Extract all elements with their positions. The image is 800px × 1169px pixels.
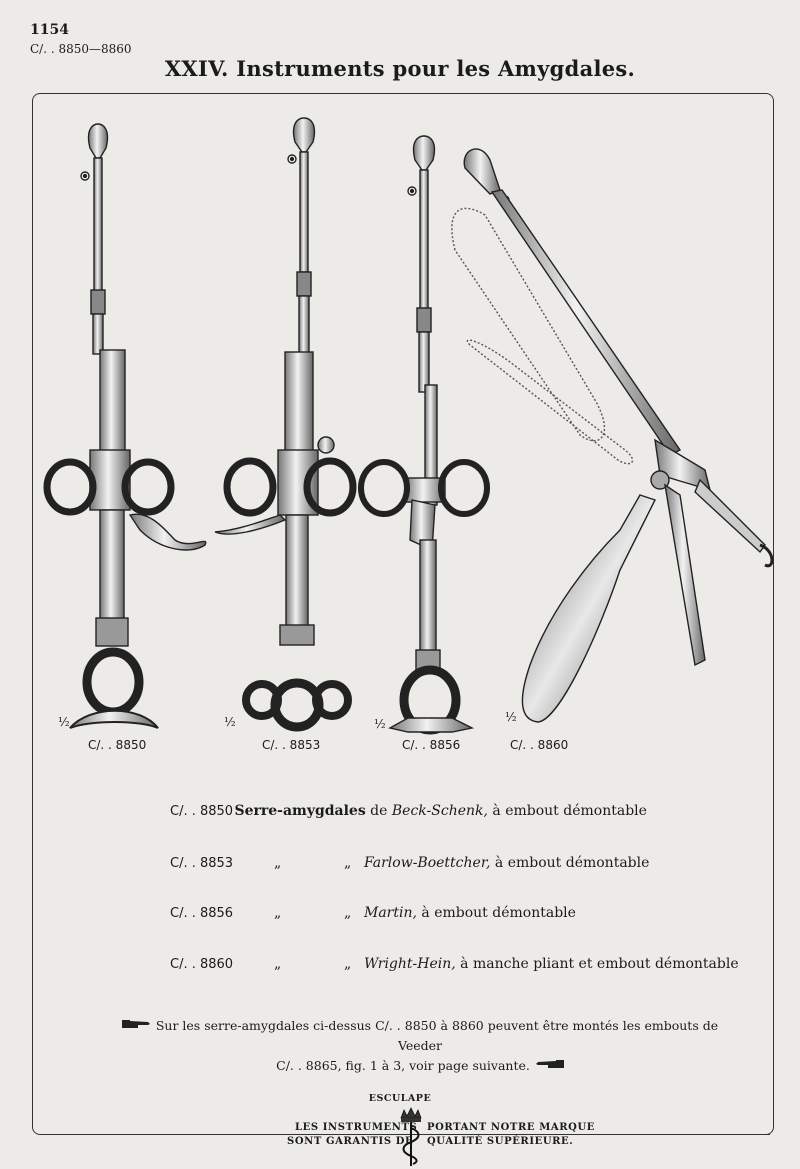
- item-row: [170, 803, 647, 819]
- item-inventor: Farlow-Boettcher,: [364, 855, 491, 871]
- ditto-mark: „: [344, 956, 352, 972]
- instrument-8853: [215, 118, 353, 727]
- slogan-right-line-1: PORTANT NOTRE MARQUE: [427, 1122, 595, 1133]
- item-inventor: Beck-Schenk,: [391, 803, 488, 819]
- item-code: C/. . 8856: [170, 906, 234, 921]
- figure-scale: ½: [374, 717, 386, 731]
- item-row: [170, 905, 576, 921]
- ditto-mark: „: [274, 956, 282, 972]
- slogan-right-line-2: QUALITÉ SUPÉRIEURE.: [427, 1136, 574, 1147]
- figure-scale: ½: [505, 710, 517, 724]
- pointing-hand-left-icon: [534, 1058, 564, 1070]
- item-inventor: Martin,: [364, 905, 417, 921]
- caduceus-crown-logo: [396, 1106, 426, 1168]
- page-number: 1154: [30, 22, 69, 38]
- instrument-8850: [47, 124, 206, 728]
- figure-label: C/. . 8856: [402, 738, 461, 752]
- brand-name: ESCULAPE: [368, 1093, 432, 1104]
- item-description: à embout démontable: [494, 855, 650, 871]
- ditto-mark: „: [344, 905, 352, 921]
- figure-scale: ½: [58, 715, 70, 729]
- pointing-hand-right-icon: [122, 1018, 152, 1030]
- footnote-line-2: C/. . 8865, fig. 1 à 3, voir page suivante.: [276, 1058, 530, 1073]
- ditto-mark: „: [274, 905, 282, 921]
- figure-label: C/. . 8850: [88, 738, 147, 752]
- item-row: [170, 956, 739, 972]
- figure-scale: ½: [224, 715, 236, 729]
- footnote: [120, 1016, 720, 1076]
- footer-rule-right: [548, 1134, 770, 1135]
- item-description: à embout démontable: [421, 905, 576, 921]
- item-code: C/. . 8860: [170, 957, 234, 972]
- slogan-left-line-2: SONT GARANTIS DE: [287, 1136, 414, 1147]
- item-code: C/. . 8853: [170, 856, 234, 871]
- figure-label: C/. . 8860: [510, 738, 569, 752]
- figure-label: C/. . 8853: [262, 738, 321, 752]
- item-description: à embout démontable: [492, 803, 647, 819]
- footnote-line-1: Sur les serre-amygdales ci-dessus C/. . 8850 à 8860 peuvent être montés les embouts de Veeder: [155, 1018, 719, 1053]
- slogan-left-line-1: LES INSTRUMENTS: [295, 1122, 418, 1133]
- item-row: [170, 855, 650, 871]
- item-description: à manche pliant et embout démontable: [460, 956, 739, 972]
- footer-rule-left: [42, 1134, 282, 1135]
- item-de: de: [370, 803, 388, 819]
- ditto-mark: „: [344, 855, 352, 871]
- catalog-range: C/. . 8850—8860: [30, 42, 132, 56]
- instrument-illustrations: [40, 100, 780, 760]
- page-title: XXIV. Instruments pour les Amygdales.: [164, 56, 636, 81]
- instrument-8856: [361, 136, 487, 732]
- item-code: C/. . 8850: [170, 804, 234, 819]
- ditto-mark: „: [274, 855, 282, 871]
- item-name: Serre-amygdales: [234, 803, 366, 819]
- item-inventor: Wright-Hein,: [364, 956, 456, 972]
- instrument-8860: [452, 149, 772, 722]
